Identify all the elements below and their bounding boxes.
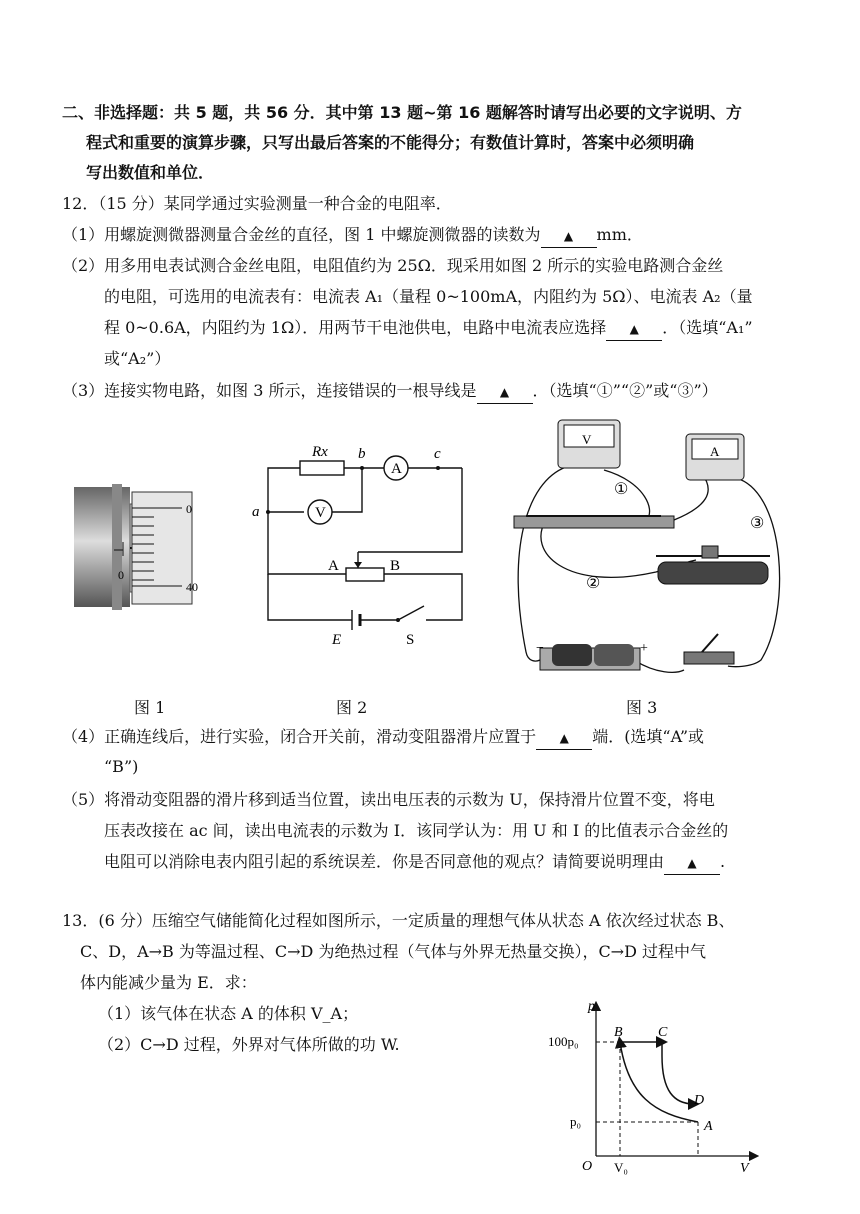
- fig2-label-A-end: A: [328, 558, 339, 574]
- figure-2-caption: 图 2: [336, 698, 368, 717]
- pv-tick-100p0: 100p₀: [548, 1034, 579, 1049]
- q12-part3-text: （3）连接实物电路，如图 3 所示，连接错误的一根导线是: [62, 381, 477, 400]
- q13-line3: 体内能减少量为 E．求：: [80, 973, 257, 992]
- fig2-label-S: S: [406, 632, 415, 648]
- q12-part3-tail: ．（选填“①”“②”或“③”）: [532, 381, 718, 400]
- pv-point-C: C: [658, 1025, 668, 1040]
- fig3-voltmeter-label: V: [582, 432, 592, 447]
- pv-process-curves: [620, 1042, 698, 1122]
- q12-part5-line1: （5）将滑动变阻器的滑片移到适当位置，读出电压表的示数为 U，保持滑片位置不变，将电: [62, 790, 715, 809]
- fig1-tick-0: 0: [186, 502, 192, 516]
- q12-part2-line3-tail: ．（选填“A₁”: [662, 318, 753, 337]
- pv-axis-V: V: [740, 1161, 749, 1176]
- fig3-wire-1-label: ①: [614, 481, 629, 498]
- fig2-label-B-end: B: [390, 558, 401, 574]
- pv-origin: O: [582, 1159, 593, 1174]
- pv-tick-p0: p₀: [570, 1114, 582, 1129]
- answer-blank-1[interactable]: ▲: [541, 225, 597, 248]
- section-heading-line-2: 程式和重要的演算步骤，只写出最后答案的不能得分；有数值计算时，答案中必须明确: [86, 133, 695, 152]
- fig1-tick-40: 40: [186, 580, 198, 594]
- fig3-rheostat: [656, 546, 770, 584]
- pv-axis-p: p: [588, 999, 595, 1014]
- pv-point-A: A: [704, 1119, 713, 1134]
- figure-1-micrometer: [74, 484, 236, 614]
- fig3-wire-2-label: ②: [586, 575, 601, 592]
- q12-part5-line2: 压表改接在 ac 间，读出电流表的示数为 I．该同学认为：用 U 和 I 的比值表示合金丝的: [104, 821, 729, 840]
- section-heading-line-1: 二、非选择题：共 5 题，共 56 分．其中第 13 题~第 16 题解答时请写出必要的文字说明、方: [62, 103, 742, 122]
- fig2-label-c: c: [434, 446, 441, 462]
- q13-sub1: （1）该气体在状态 A 的体积 V_A；: [98, 1004, 359, 1023]
- pv-tick-V0: V₀: [614, 1160, 628, 1175]
- q12-part5-period: .: [720, 852, 726, 871]
- fig3-batteries: [540, 644, 640, 670]
- fig2-label-a: a: [252, 504, 260, 520]
- pv-point-B: B: [614, 1025, 623, 1040]
- q12-part5-line3-text: 电阻可以消除电表内阻引起的系统误差．你是否同意他的观点？请简要说明理由: [104, 852, 665, 871]
- q12-part2-line1: （2）用多用电表试测合金丝电阻，电阻值约为 25Ω．现采用如图 2 所示的实验电路测合金丝: [62, 256, 724, 275]
- q12-part2-line3-text: 程 0~0.6A，内阻约为 1Ω）．用两节干电池供电，电路中电流表应选择: [104, 318, 607, 337]
- section-heading-line-3: 写出数值和单位．: [86, 163, 215, 182]
- figure-2-circuit: [248, 444, 468, 654]
- q12-part2-line4: 或“A₂”）: [104, 349, 171, 368]
- q12-part4-text: （4）正确连线后，进行实验，闭合开关前，滑动变阻器滑片应置于: [62, 727, 537, 746]
- fig3-wire-3-label: ③: [750, 515, 765, 532]
- q13-line2: C、D，A→B 为等温过程、C→D 为绝热过程（气体与外界无热量交换），C→D 过程中气: [80, 942, 707, 961]
- q12-part2-line2: 的电阻，可选用的电流表有：电流表 A₁（量程 0~100mA，内阻约为 5Ω）、电流表 A₂（量: [104, 287, 753, 306]
- answer-blank-2[interactable]: ▲: [606, 318, 662, 341]
- figure-3-caption: 图 3: [626, 698, 658, 717]
- fig2-ammeter-label: A: [391, 461, 402, 477]
- fig1-sleeve-0: 0: [118, 568, 124, 582]
- q13-line1: 13．(6 分）压缩空气储能简化过程如图所示，一定质量的理想气体从状态 A 依次经过状态 B、: [62, 911, 735, 930]
- fig3-plus: +: [640, 641, 648, 656]
- q12-part2-line3: [104, 317, 753, 341]
- answer-blank-5[interactable]: ▲: [664, 852, 720, 875]
- fig2-label-b: b: [358, 446, 366, 462]
- pv-point-D: D: [694, 1093, 705, 1108]
- fig2-voltmeter-label: V: [315, 505, 326, 521]
- q12-part3: [62, 380, 718, 404]
- q12-part4-tail: 端．(选填“A”或: [592, 727, 704, 746]
- q12-part4: [62, 726, 704, 750]
- fig2-label-E: E: [332, 632, 342, 648]
- q12-part5-line3: [104, 851, 725, 875]
- q12-part1: [62, 224, 643, 248]
- fig2-label-rx: Rx: [312, 444, 328, 460]
- figure-1-caption: 图 1: [134, 698, 166, 717]
- q12-stem: 12．（15 分）某同学通过实验测量一种合金的电阻率．: [62, 194, 452, 213]
- answer-blank-4[interactable]: ▲: [536, 727, 592, 750]
- q13-sub2: （2）C→D 过程，外界对气体所做的功 W.: [98, 1035, 400, 1054]
- figure-3-physical-circuit: [506, 412, 796, 682]
- fig3-switch: [684, 634, 734, 664]
- q12-part1-unit: mm．: [596, 225, 643, 244]
- q13-pv-graph: [544, 996, 764, 1176]
- q12-part1-text: （1）用螺旋测微器测量合金丝的直径，图 1 中螺旋测微器的读数为: [62, 225, 541, 244]
- fig3-minus: −: [536, 641, 544, 656]
- fig3-wire-board: [514, 516, 674, 528]
- fig3-ammeter-label: A: [710, 444, 720, 459]
- q12-part4-line2: “B”): [104, 757, 139, 776]
- pv-guides: [596, 1042, 698, 1156]
- answer-blank-3[interactable]: ▲: [477, 381, 533, 404]
